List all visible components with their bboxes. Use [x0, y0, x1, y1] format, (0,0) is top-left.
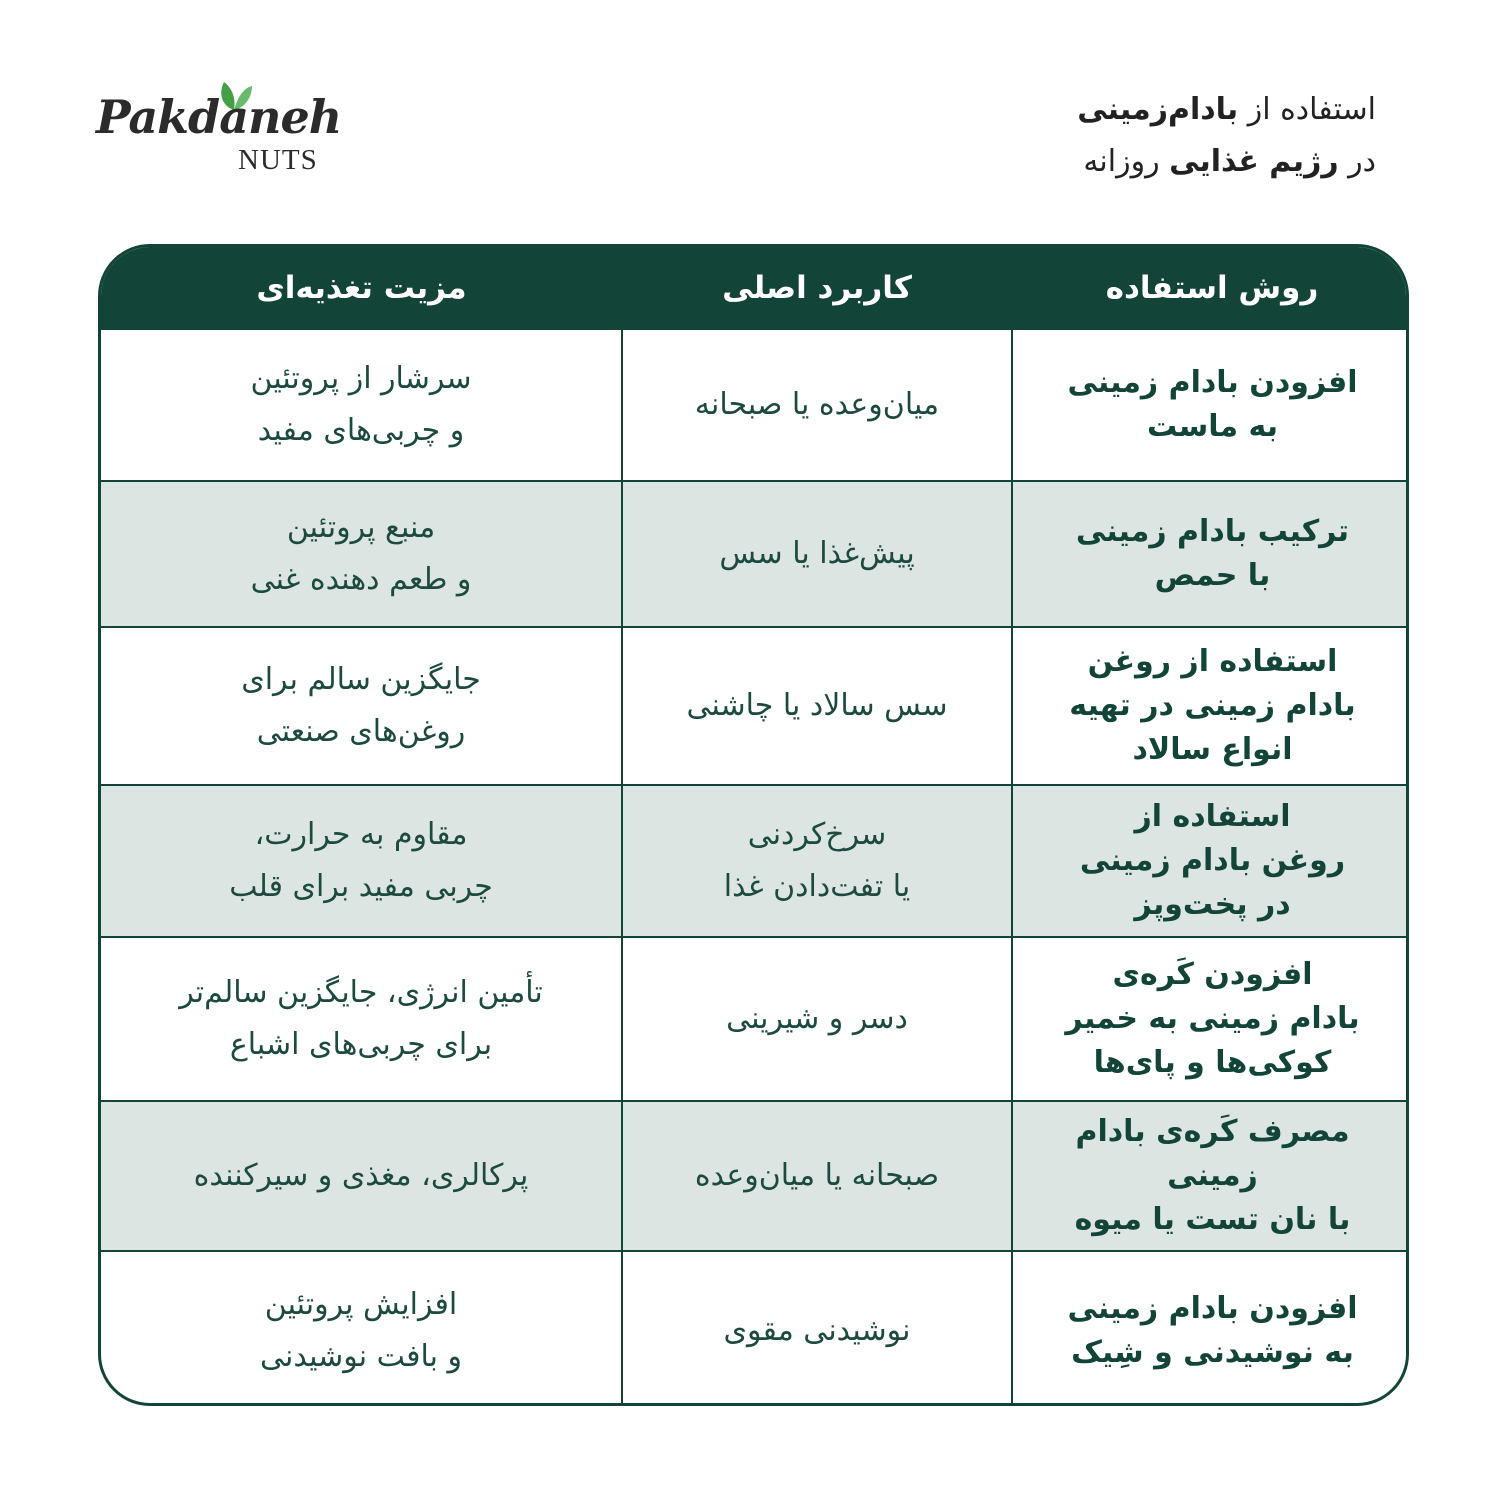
header-use: کاربرد اصلی: [722, 269, 912, 306]
table-row: [101, 329, 1409, 481]
table-row: [101, 785, 1409, 937]
cell-benefit: افزایش پروتئین و بافت نوشیدنی: [101, 1251, 622, 1406]
brand-subtitle: NUTS: [238, 144, 318, 176]
cell-benefit: پرکالری، مغذی و سیرکننده: [101, 1101, 622, 1251]
title-line-2: در رژیم غذایی روزانه: [1083, 144, 1376, 179]
table-header-row: [101, 247, 1409, 329]
table-row: [101, 1101, 1409, 1251]
cell-benefit: سرشار از پروتئین و چربی‌های مفید: [101, 329, 622, 481]
cell-benefit: جایگزین سالم برای روغن‌های صنعتی: [101, 627, 622, 785]
header-benefit: مزیت تغذیه‌ای: [256, 269, 467, 306]
cell-use: سرخ‌کردنی یا تفت‌دادن غذا: [622, 785, 1012, 937]
header-method: روش استفاده: [1105, 269, 1319, 306]
cell-method: افزودن بادام زمینی به نوشیدنی و شِیک: [1012, 1251, 1409, 1406]
brand-name: Pakdaneh: [96, 90, 342, 144]
table-row: [101, 627, 1409, 785]
cell-use: سس سالاد یا چاشنی: [622, 627, 1012, 785]
brand-logo: [96, 78, 346, 188]
cell-method: ترکیب بادام زمینی با حمص: [1012, 481, 1409, 627]
cell-method: مصرف کَره‌ی بادام زمینی با نان تست یا میوه: [1012, 1101, 1409, 1251]
cell-method: افزودن کَره‌ی بادام زمینی به خمیر کوکی‌ها و پای‌ها: [1012, 937, 1409, 1101]
cell-use: دسر و شیرینی: [622, 937, 1012, 1101]
table-row: [101, 1251, 1409, 1406]
table-row: [101, 481, 1409, 627]
usage-table: [98, 244, 1409, 1406]
cell-method: افزودن بادام زمینی به ماست: [1012, 329, 1409, 481]
table-row: [101, 937, 1409, 1101]
cell-benefit: تأمین انرژی، جایگزین سالم‌تر برای چربی‌های اشباع: [101, 937, 622, 1101]
title-line-1: استفاده از بادام‌زمینی: [1077, 92, 1376, 127]
cell-use: صبحانه یا میان‌وعده: [622, 1101, 1012, 1251]
cell-use: میان‌وعده یا صبحانه: [622, 329, 1012, 481]
page-title: [1077, 84, 1376, 188]
cell-method: استفاده از روغن بادام زمینی در پخت‌وپز: [1012, 785, 1409, 937]
cell-benefit: منبع پروتئین و طعم دهنده غنی: [101, 481, 622, 627]
cell-method: استفاده از روغن بادام زمینی در تهیه انواع سالاد: [1012, 627, 1409, 785]
cell-use: پیش‌غذا یا سس: [622, 481, 1012, 627]
cell-use: نوشیدنی مقوی: [622, 1251, 1012, 1406]
cell-benefit: مقاوم به حرارت، چربی مفید برای قلب: [101, 785, 622, 937]
